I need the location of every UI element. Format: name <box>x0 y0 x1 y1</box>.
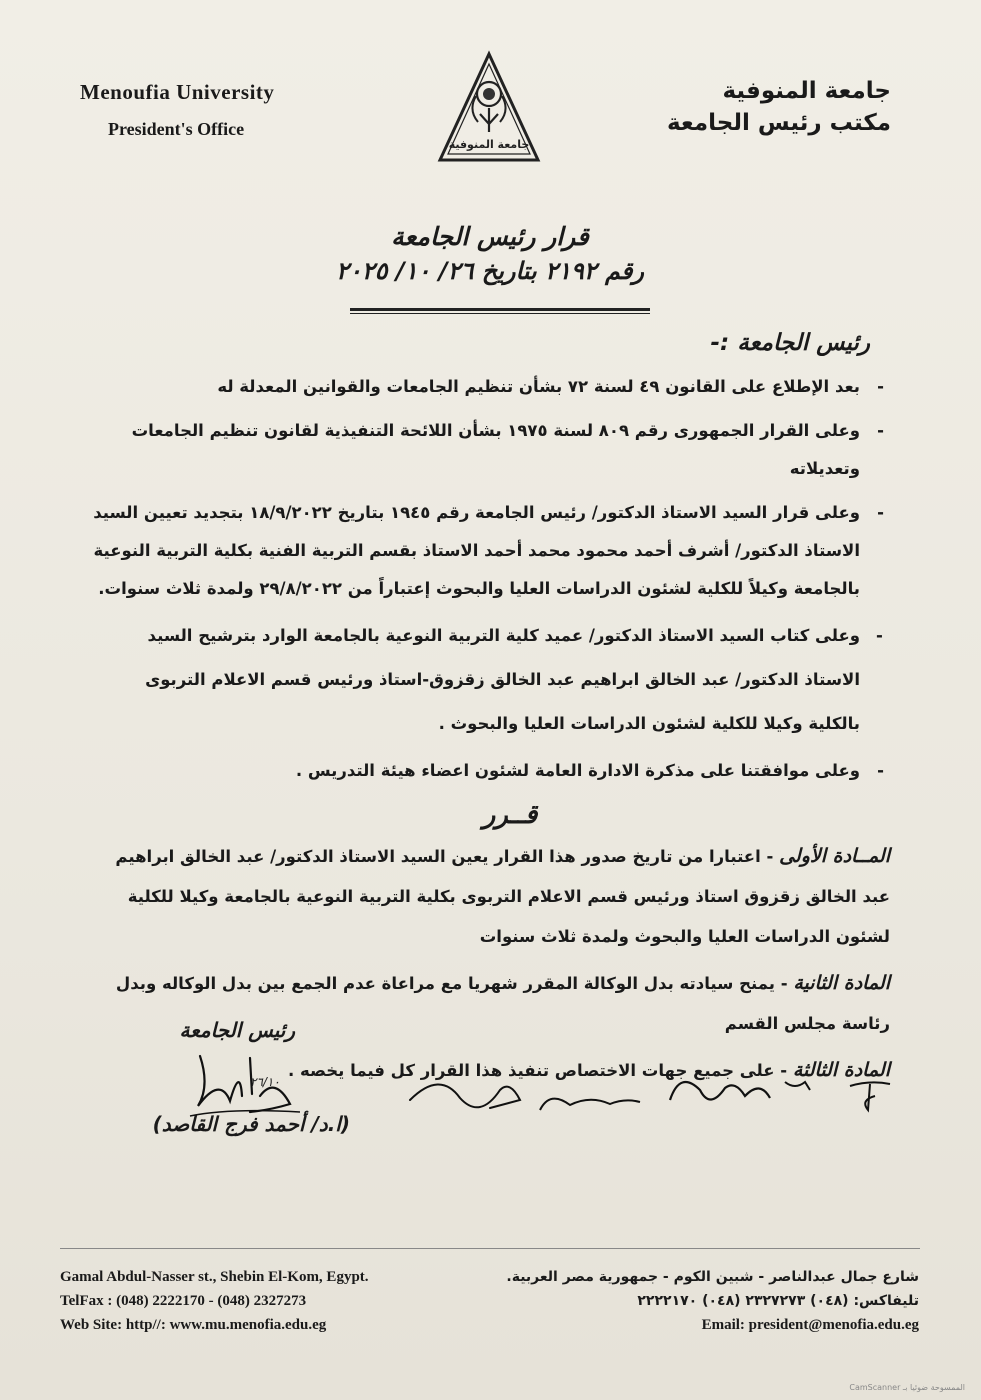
body-heading: رئيس الجامعة :- <box>710 330 870 356</box>
scanner-watermark: الممسوحة ضوئيا بـ CamScanner <box>849 1383 965 1392</box>
signatory-name: (ا.د/ أحمد فرج القاصد) <box>152 1112 350 1136</box>
preamble-item: - بعد الإطلاع على القانون ٤٩ لسنة ٧٢ بشأن تنظيم الجامعات والقوانين المعدلة له <box>90 368 890 406</box>
decree-title <box>230 222 750 285</box>
telfax-en: TelFax : (048) 2222170 - (048) 2327273 <box>60 1293 307 1309</box>
article-label: المادة الثانية <box>793 972 890 994</box>
preamble-list <box>90 368 890 790</box>
decree-number-date: رقم ٢١٩٢ بتاريخ ٢٦/ ١٠/ ٢٠٢٥ <box>335 257 645 285</box>
footer-english <box>60 1265 480 1337</box>
article-text: - اعتبارا من تاريخ صدور هذا القرار يعين السيد الاستاذ الدكتور/ عبد الخالق ابراهيم عبد الخالق زقزوق استاذ ورئيس قسم الاعلام التربوى بكلية التربية النوعية بالجامعة وكيلا للكلية لشئون الدراسات العليا والبحوث ولمدة ثلاث سنوات <box>115 847 890 946</box>
university-logo <box>434 50 544 170</box>
article-text: - يمنح سيادته بدل الوكالة المقرر شهريا مع مراعاة عدم الجمع بين بدل الوكاله وبدل رئاسة مجلس القسم <box>115 974 890 1033</box>
president-signature <box>180 1046 310 1126</box>
article-1 <box>90 836 890 957</box>
telfax-ar: تليفاكس: (٠٤٨) ٢٣٢٧٢٧٣ (٠٤٨) ٢٢٢٢١٧٠ <box>637 1293 919 1309</box>
preamble-item: - وعلى قرار السيد الاستاذ الدكتور/ رئيس الجامعة رقم ١٩٤٥ بتاريخ ١٨/٩/٢٠٢٢ بتجديد تعيين السيد الاستاذ الدكتور/ أشرف أحمد محمود محمد أحمد الاستاذ بقسم التربية الفنية بكلية التربية النوعية بالجامعة وكيلاً للكلية لشئون الدراسات العليا والبحوث إعتباراً من ٢٩/٨/٢٠٢٢ ولمدة ثلاث سنوات. <box>90 494 890 608</box>
header-arabic <box>591 78 891 136</box>
preamble-item: - وعلى كتاب السيد الاستاذ الدكتور/ عميد كلية التربية النوعية بالجامعة الوارد بترشيح السيد الاستاذ الدكتور/ عبد الخالق ابراهيم عبد الخالق زقزوق-استاذ ورئيس قسم الاعلام التربوى بالكلية وكيلا للكلية لشئون الدراسات العليا والبحوث . <box>90 614 890 746</box>
university-name-ar: جامعة المنوفية <box>722 78 891 104</box>
header-english <box>80 80 410 140</box>
office-name-ar: مكتب رئيس الجامعة <box>666 110 891 136</box>
university-name-en: Menoufia University <box>80 80 275 104</box>
decree-body <box>90 330 890 1097</box>
email-link[interactable]: Email: president@menofia.edu.eg <box>701 1317 919 1333</box>
handwritten-date: ٢٦/١٠ <box>250 1075 280 1089</box>
signatory-role: رئيس الجامعة <box>179 1018 295 1042</box>
title-divider-thin <box>350 313 650 314</box>
title-divider <box>350 308 650 311</box>
article-label: المــادة الأولى <box>779 845 890 867</box>
logo-caption: جامعة المنوفية <box>448 138 530 151</box>
article-label: المادة الثالثة <box>792 1059 890 1081</box>
address-ar: شارع جمال عبدالناصر - شبين الكوم - جمهورية مصر العربية. <box>506 1269 919 1285</box>
footer-divider <box>60 1248 920 1249</box>
footer-arabic <box>489 1265 919 1337</box>
preamble-item: - وعلى القرار الجمهورى رقم ٨٠٩ لسنة ١٩٧٥ بشأن اللائحة التنفيذية لقانون تنظيم الجامعات وتعديلاته <box>90 412 890 488</box>
website-link[interactable]: Web Site: http//: www.mu.menofia.edu.eg <box>60 1317 327 1333</box>
initials-signatures <box>400 1060 920 1130</box>
office-name-en: President's Office <box>108 119 245 139</box>
decision-heading: قــرر <box>482 800 538 830</box>
address-en: Gamal Abdul-Nasser st., Shebin El-Kom, Egypt. <box>60 1269 369 1285</box>
decree-title-line1: قرار رئيس الجامعة <box>391 222 589 251</box>
article-text: - على جميع جهات الاختصاص تنفيذ هذا القرار كل فيما يخصه . <box>288 1061 788 1080</box>
preamble-item: - وعلى موافقتنا على مذكرة الادارة العامة لشئون اعضاء هيئة التدريس . <box>90 752 890 790</box>
